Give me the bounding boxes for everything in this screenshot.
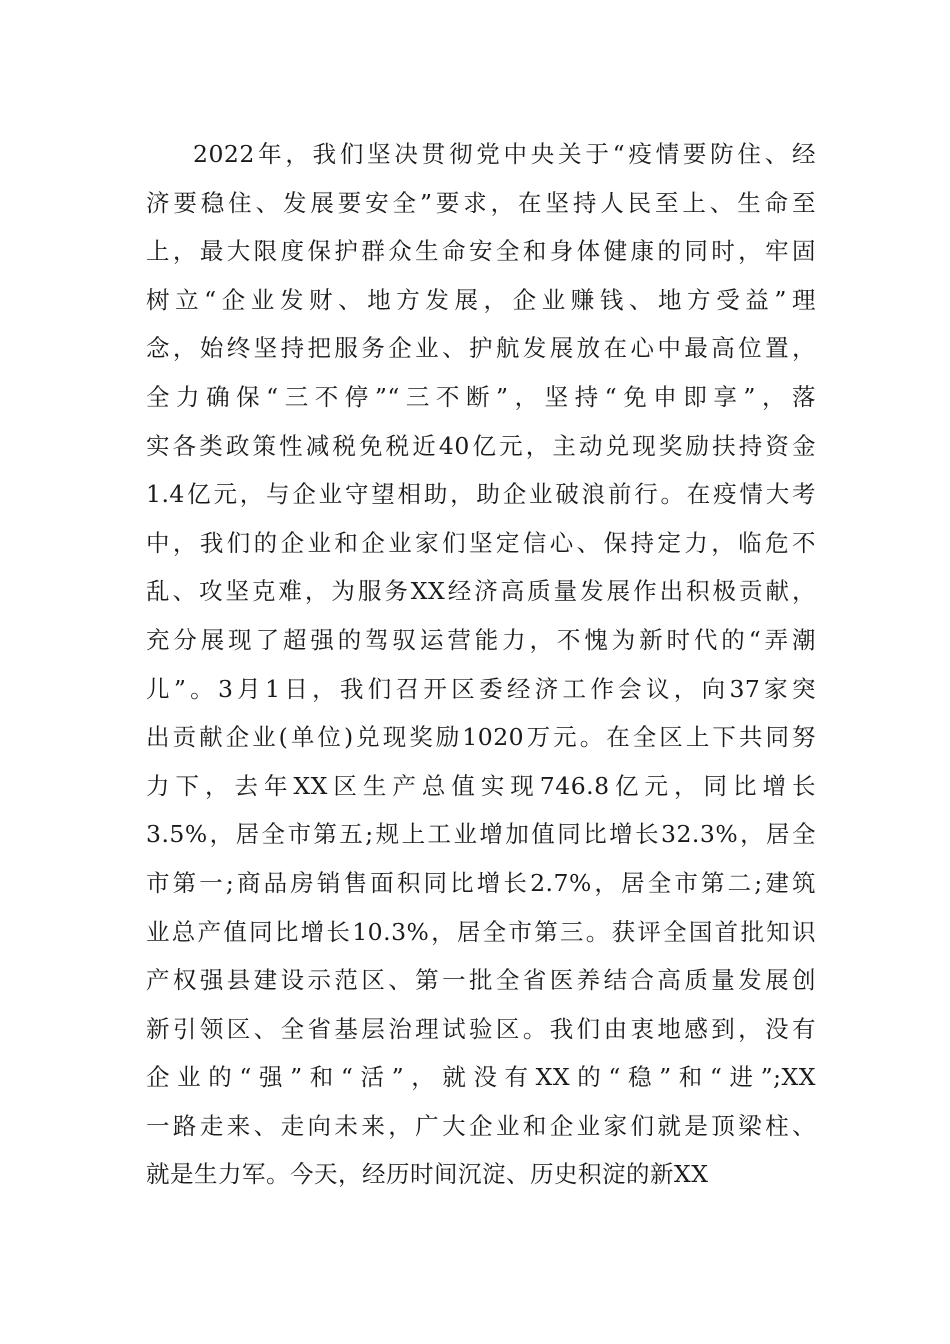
paragraph-line: 2022年，我们坚决贯彻党中央关于“疫情要防住、经 bbox=[193, 140, 816, 168]
paragraph-line: 一路走来、走向未来，广大企业和企业家们就是顶梁柱、 bbox=[146, 1111, 816, 1140]
paragraph-line: 产权强县建设示范区、第一批全省医养结合高质量发展创 bbox=[146, 966, 816, 995]
body-paragraph bbox=[146, 130, 816, 1199]
paragraph-line: 出贡献企业(单位)兑现奖励1020万元。在全区上下共同努 bbox=[146, 723, 816, 752]
paragraph-line: 就是生力军。今天，经历时间沉淀、历史积淀的新XX bbox=[146, 1160, 709, 1189]
paragraph-line: 充分展现了超强的驾驭运营能力，不愧为新时代的“弄潮 bbox=[146, 625, 816, 654]
paragraph-line: 力下，去年XX区生产总值实现746.8亿元，同比增长 bbox=[146, 771, 816, 800]
paragraph-line: 念，始终坚持把服务企业、护航发展放在心中最高位置， bbox=[146, 334, 816, 363]
paragraph-line: 儿”。3月1日，我们召开区委经济工作会议，向37家突 bbox=[146, 674, 816, 703]
paragraph-line: 全力确保“三不停”“三不断”，坚持“免申即享”，落 bbox=[146, 382, 816, 411]
paragraph-line: 上，最大限度保护群众生命安全和身体健康的同时，牢固 bbox=[146, 237, 816, 266]
paragraph-line: 市第一;商品房销售面积同比增长2.7%，居全市第二;建筑 bbox=[146, 868, 816, 897]
paragraph-line: 实各类政策性减税免税近40亿元，主动兑现奖励扶持资金 bbox=[146, 431, 816, 460]
paragraph-line: 1.4亿元，与企业守望相助，助企业破浪前行。在疫情大考 bbox=[146, 480, 816, 509]
paragraph-line: 乱、攻坚克难，为服务XX经济高质量发展作出积极贡献， bbox=[146, 577, 816, 606]
paragraph-line: 业总产值同比增长10.3%，居全市第三。获评全国首批知识 bbox=[146, 917, 816, 946]
paragraph-line: 树立“企业发财、地方发展，企业赚钱、地方受益”理 bbox=[146, 285, 816, 314]
paragraph-line: 中，我们的企业和企业家们坚定信心、保持定力，临危不 bbox=[146, 528, 816, 557]
paragraph-line: 济要稳住、发展要安全”要求，在坚持人民至上、生命至 bbox=[146, 188, 816, 217]
paragraph-line: 3.5%，居全市第五;规上工业增加值同比增长32.3%，居全 bbox=[146, 820, 816, 849]
paragraph-line: 企业的“强”和“活”，就没有XX的“稳”和“进”;XX bbox=[146, 1063, 816, 1092]
paragraph-line: 新引领区、全省基层治理试验区。我们由衷地感到，没有 bbox=[146, 1014, 816, 1043]
